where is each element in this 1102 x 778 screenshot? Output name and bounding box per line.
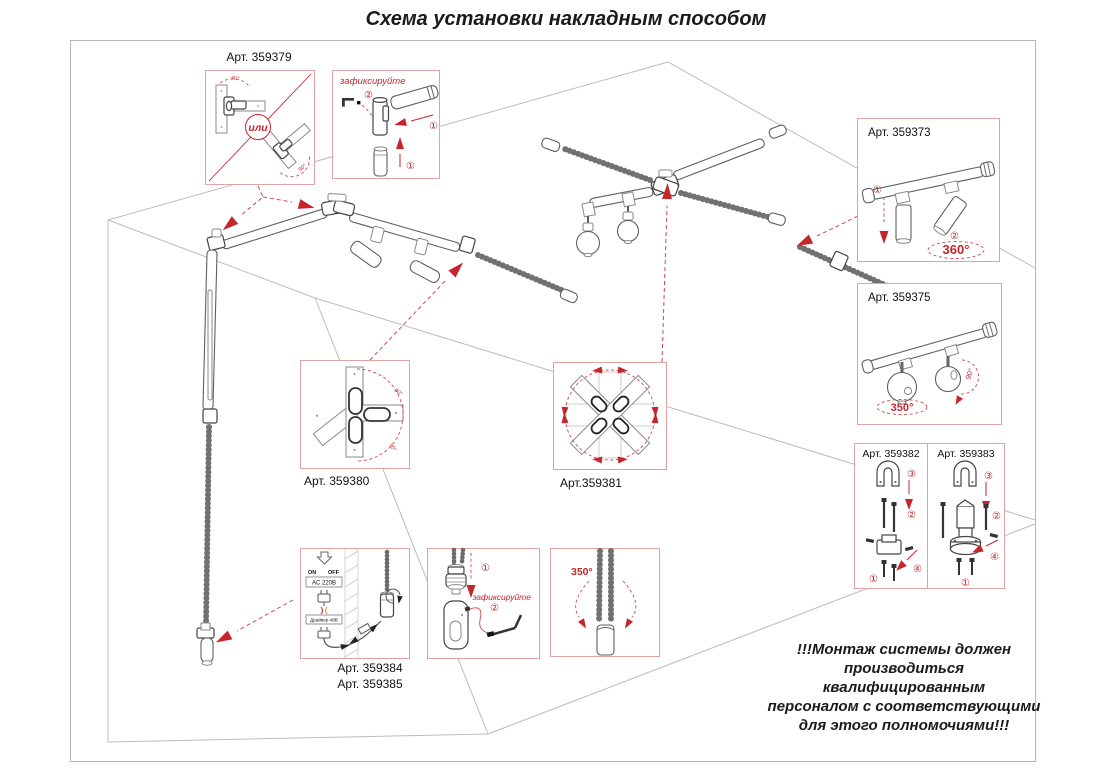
mount-screws	[884, 502, 894, 532]
art-359375-label: Арт. 359375	[868, 292, 931, 304]
suspension-connector	[446, 565, 466, 594]
step-2: ②	[992, 511, 1001, 522]
angle-350: 350°	[890, 402, 914, 414]
callout-art-359384	[300, 548, 410, 659]
angle-label: 90°	[230, 75, 240, 83]
end-cap	[767, 212, 786, 226]
chain	[599, 551, 600, 621]
post-block	[957, 500, 974, 528]
fix-label: зафиксируйте	[340, 76, 406, 87]
plug-icon	[318, 627, 330, 638]
track-bracket	[459, 236, 476, 254]
down-arrow-icon	[318, 552, 332, 564]
driver-label: Драйвер 48В	[310, 617, 338, 623]
track-bar	[861, 321, 1000, 380]
step-1: ①	[961, 578, 970, 589]
on-label: ON	[308, 570, 317, 576]
warning-text	[764, 640, 1044, 735]
step-1: ①	[869, 574, 878, 585]
connector-body	[373, 98, 389, 135]
chain	[462, 550, 463, 562]
callout-art-359381	[553, 362, 667, 470]
warning-line: производиться квалифицированным	[822, 660, 986, 696]
ball-pendant	[577, 202, 600, 257]
step-2: ②	[490, 603, 499, 614]
angle-label: 90°	[387, 442, 398, 453]
art-359385-caption: Арт. 359385	[337, 677, 403, 691]
end-cap	[201, 638, 213, 662]
step-2: ②	[364, 90, 373, 101]
callout-fix-bottom	[427, 548, 540, 659]
page-title: Схема установки накладным способом	[365, 8, 767, 30]
callout-art-359380	[300, 360, 410, 469]
clamp-block	[877, 535, 901, 554]
callout-art-359383	[927, 443, 1005, 589]
warning-line: для этого полномочиями!!!	[798, 717, 1010, 734]
angle-label: 90°	[392, 387, 404, 398]
art-359380-caption: Арт. 359380	[304, 474, 370, 488]
callout-rotation-350	[550, 548, 660, 657]
warning-line: персоналом с соответствующими	[767, 698, 1041, 715]
angle-label: 90°	[297, 163, 308, 174]
callout-fix-top	[332, 70, 440, 179]
step-3: ③	[907, 469, 916, 480]
lower-tube	[374, 147, 387, 176]
plug-icon	[318, 590, 330, 606]
step-1b: ①	[406, 161, 415, 172]
ball-light-right	[936, 356, 961, 392]
end-cap	[541, 137, 561, 153]
spotlight	[349, 226, 385, 269]
angle-350: 350°	[571, 566, 593, 578]
step-2: ②	[950, 231, 959, 242]
fix-screws	[959, 562, 972, 575]
step-1: ①	[481, 563, 490, 574]
art-359379-label: Арт. 359379	[226, 50, 292, 64]
callout-art-359373	[857, 118, 1000, 262]
ball-light-left	[888, 362, 917, 404]
art-359383-label: Арт. 359383	[937, 448, 995, 460]
pole-tube	[597, 625, 614, 655]
warning-line: !!!Монтаж системы должен	[796, 641, 1012, 658]
x-crossing-assembly	[541, 124, 788, 257]
wall-pole-assembly	[197, 250, 217, 665]
step-1: ①	[429, 121, 438, 132]
allen-key-icon	[342, 98, 360, 107]
or-label: или	[248, 122, 268, 134]
spotlight-vertical	[896, 205, 911, 243]
off-label: OFF	[328, 570, 339, 576]
fix-label: зафиксируйте	[472, 592, 531, 602]
angle-360: 360°	[942, 242, 970, 257]
end-cap	[768, 124, 787, 139]
ceiling-track-assembly	[207, 194, 579, 304]
callout-art-359382	[854, 443, 929, 589]
step-1: ①	[873, 185, 882, 196]
pole-connector	[381, 592, 394, 617]
step-4: ④	[913, 564, 922, 575]
step-4: ④	[990, 552, 999, 563]
wall-corner-bracket	[207, 229, 226, 251]
track-tube	[390, 84, 440, 110]
allen-key-icon	[487, 615, 521, 637]
ac-label: AC 220В	[311, 580, 337, 587]
art-359373-label: Арт. 359373	[868, 127, 931, 139]
pole-body	[444, 601, 468, 649]
art-359381-caption: Арт.359381	[560, 476, 622, 490]
end-cap	[559, 288, 579, 304]
art-359384-caption: Арт. 359384	[337, 661, 403, 675]
angle-90: 90°	[963, 366, 976, 381]
callout-art-359375	[857, 283, 1002, 425]
chain-tube	[478, 255, 564, 291]
step-2: ②	[907, 510, 916, 521]
art-359382-label: Арт. 359382	[862, 448, 920, 460]
callout-art-359379	[205, 70, 315, 185]
corner-connector	[321, 194, 355, 217]
step-3: ③	[984, 471, 993, 482]
power-cable	[324, 621, 381, 647]
